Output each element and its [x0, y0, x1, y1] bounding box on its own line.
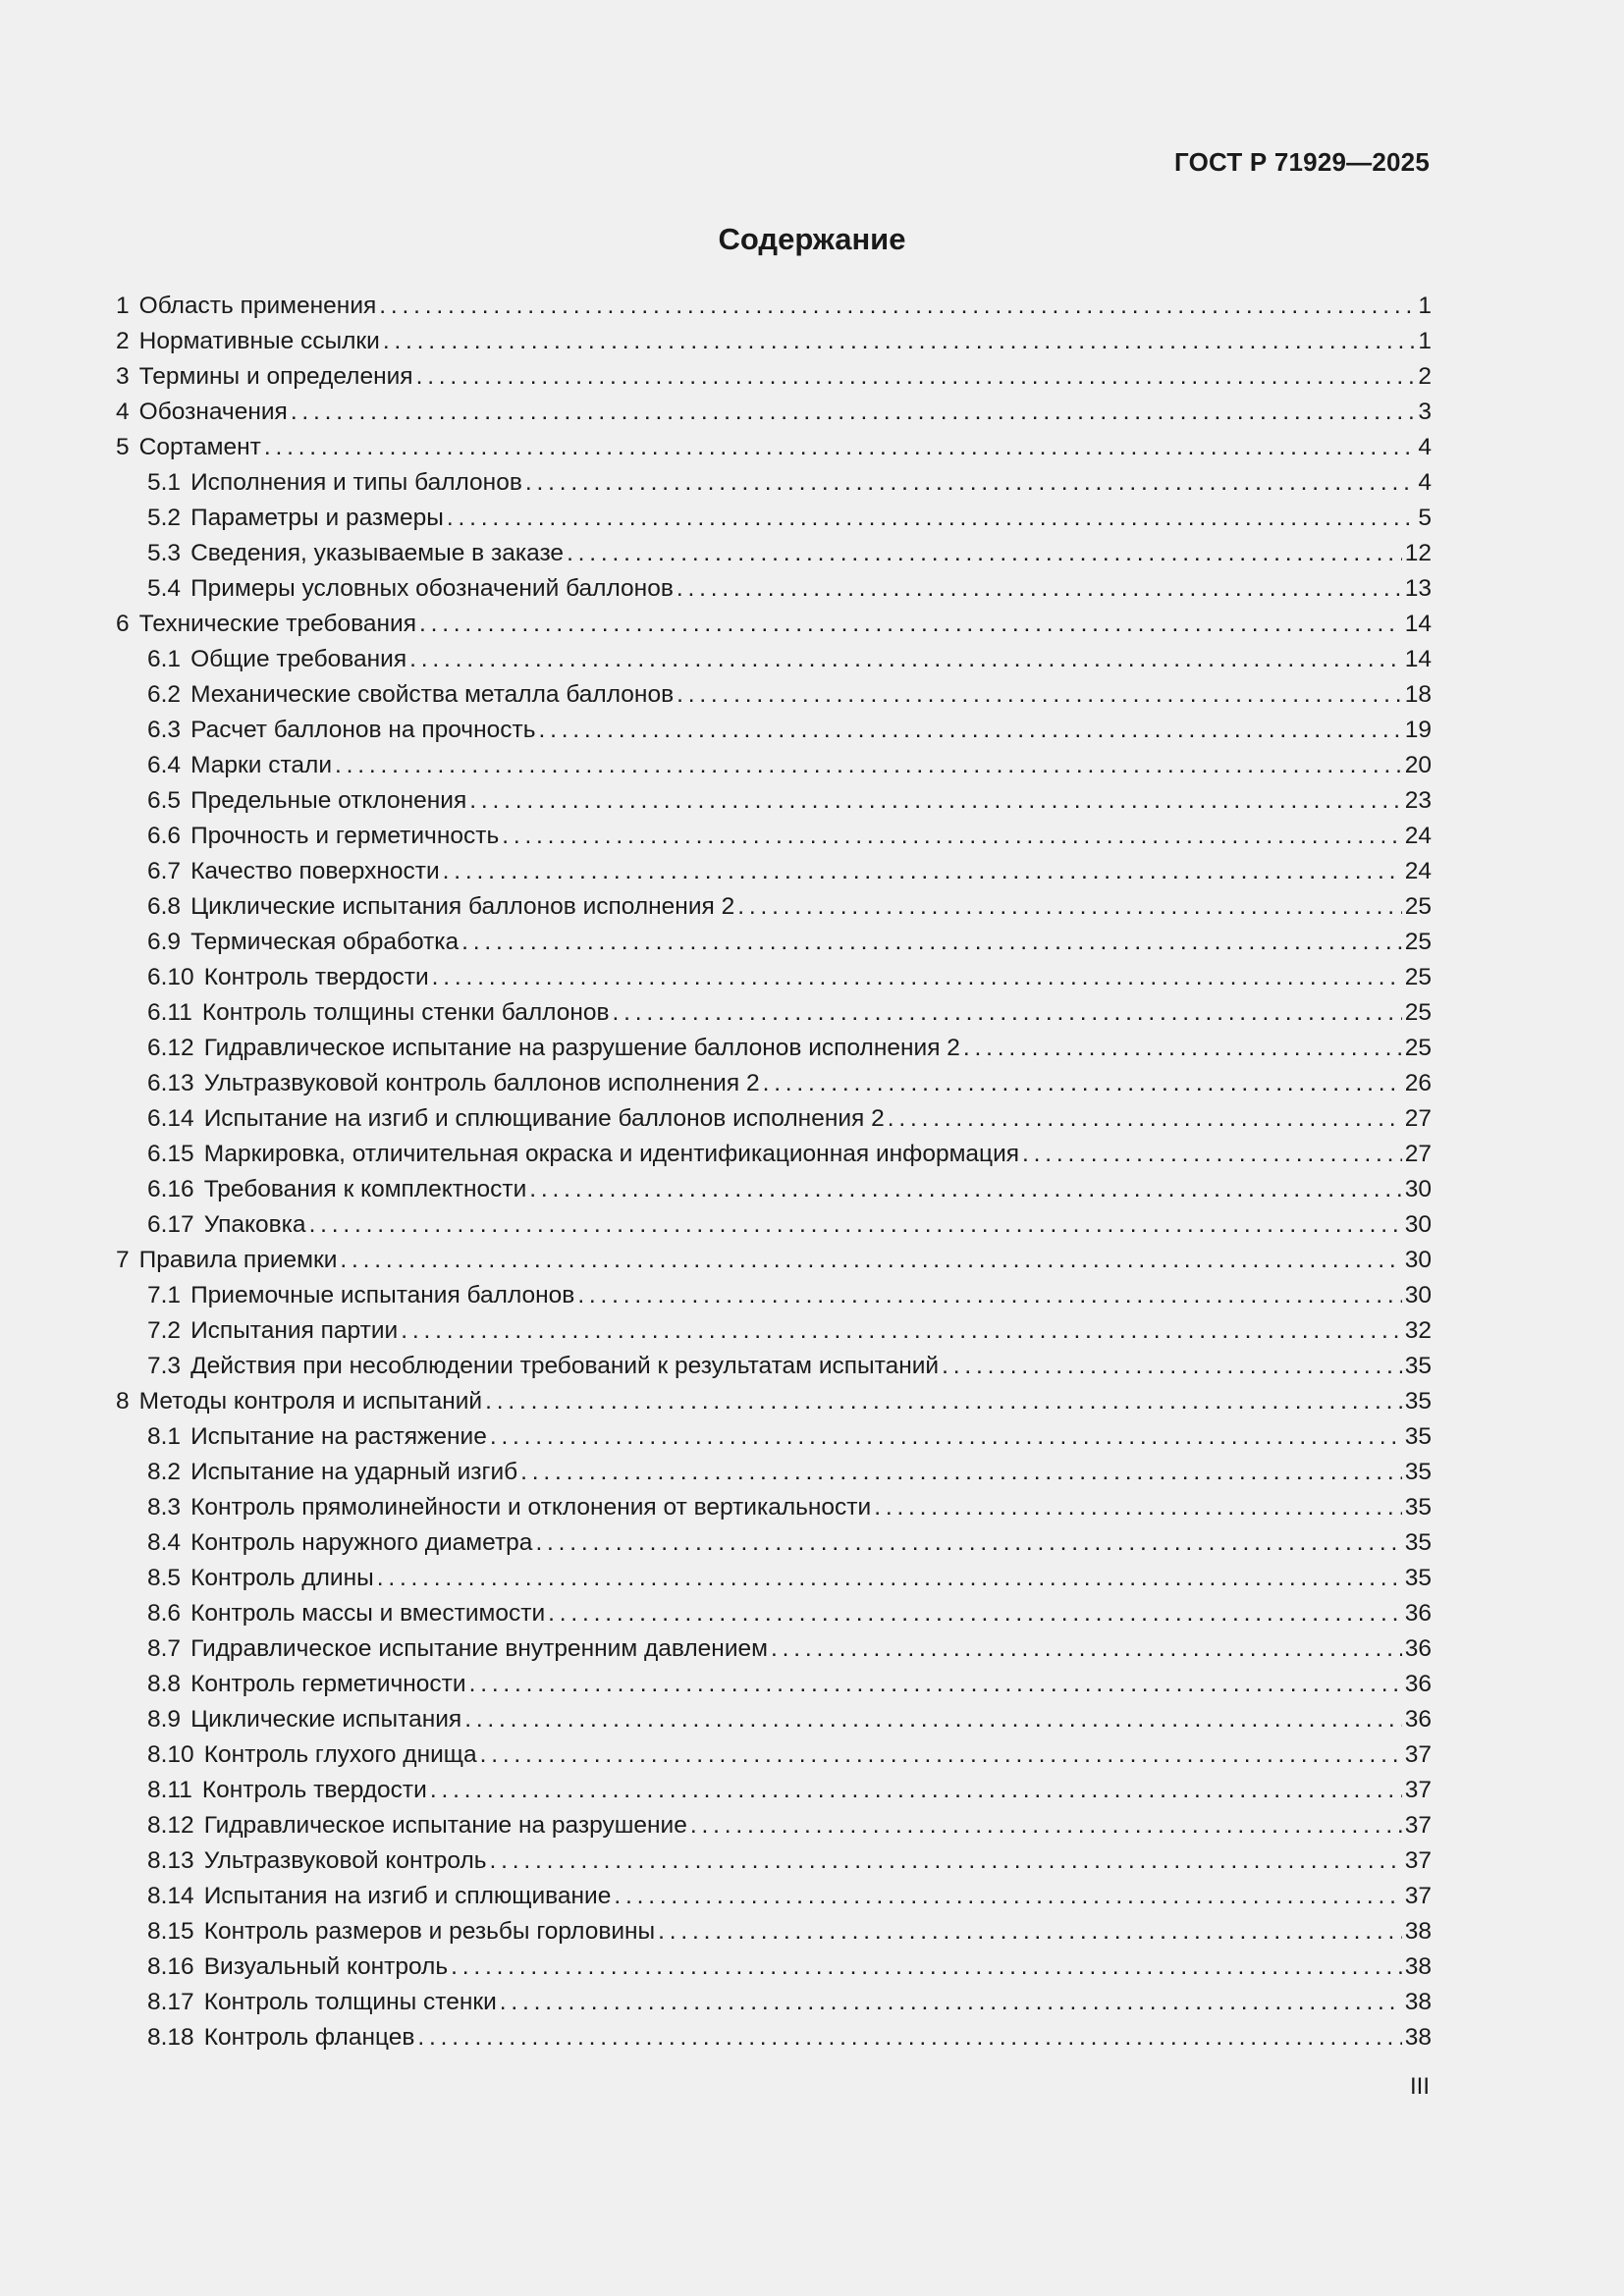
- toc-entry-page: 24: [1404, 823, 1432, 849]
- toc-entry-page: 4: [1418, 469, 1432, 496]
- toc-entry-title: Контроль массы и вместимости: [190, 1600, 546, 1627]
- toc-entry-page: 27: [1404, 1141, 1432, 1167]
- toc-entry-title: Сортамент: [138, 434, 261, 460]
- toc-entry-page: 12: [1404, 540, 1432, 566]
- toc-entry-number: 8.5: [147, 1565, 182, 1591]
- toc-entry-number: 8.18: [147, 2024, 194, 2051]
- toc-entry-page: 35: [1404, 1423, 1432, 1450]
- toc-entry[interactable]: [116, 430, 1432, 465]
- toc-entry[interactable]: [116, 819, 1432, 854]
- toc-entry-number: 8.11: [147, 1777, 192, 1803]
- toc-entry-title: Общие требования: [190, 646, 407, 672]
- toc-entry[interactable]: [116, 677, 1432, 713]
- toc-entry-page: 36: [1404, 1635, 1432, 1662]
- toc-dot-leader: [309, 1207, 1402, 1243]
- toc-entry[interactable]: [116, 748, 1432, 783]
- toc-entry-page: 2: [1418, 363, 1432, 390]
- toc-entry-page: 25: [1404, 1035, 1432, 1061]
- toc-dot-leader: [432, 960, 1402, 995]
- toc-entry-page: 38: [1404, 1918, 1432, 1945]
- toc-entry-title: Упаковка: [203, 1211, 306, 1238]
- toc-dot-leader: [379, 289, 1415, 324]
- toc-entry-title: Контроль размеров и резьбы горловины: [203, 1918, 656, 1945]
- toc-entry-title: Контроль твердости: [203, 964, 429, 990]
- toc-entry-title: Прочность и герметичность: [190, 823, 500, 849]
- toc-entry-number: 8.1: [147, 1423, 182, 1450]
- toc-entry-number: 8.7: [147, 1635, 182, 1662]
- document-code: ГОСТ Р 71929—2025: [1174, 147, 1430, 177]
- toc-entry[interactable]: [116, 995, 1432, 1031]
- toc-entry[interactable]: [116, 1561, 1432, 1596]
- toc-entry-number: 8.3: [147, 1494, 182, 1521]
- toc-entry[interactable]: [116, 1066, 1432, 1101]
- toc-entry-page: 38: [1404, 1953, 1432, 1980]
- toc-entry-number: 5.4: [147, 575, 182, 602]
- toc-entry-title: Контроль толщины стенки: [203, 1989, 497, 2015]
- toc-entry-page: 37: [1404, 1777, 1432, 1803]
- toc-entry-number: 8.8: [147, 1671, 182, 1697]
- toc-dot-leader: [888, 1101, 1402, 1137]
- toc-entry-title: Качество поверхности: [190, 858, 440, 884]
- toc-entry[interactable]: [116, 1243, 1432, 1278]
- toc-entry-number: 8.10: [147, 1741, 194, 1768]
- toc-entry[interactable]: [116, 713, 1432, 748]
- toc-dot-leader: [658, 1914, 1402, 1949]
- toc-entry-title: Термическая обработка: [190, 929, 460, 955]
- toc-entry[interactable]: [116, 1172, 1432, 1207]
- toc-entry[interactable]: [116, 1985, 1432, 2020]
- toc-entry-number: 3: [116, 363, 130, 390]
- toc-entry-number: 8.13: [147, 1847, 194, 1874]
- toc-entry-page: 25: [1404, 929, 1432, 955]
- toc-entry-number: 8.2: [147, 1459, 182, 1485]
- toc-entry[interactable]: [116, 854, 1432, 889]
- toc-entry-number: 8.6: [147, 1600, 182, 1627]
- toc-entry-title: Ультразвуковой контроль баллонов исполнения 2: [203, 1070, 760, 1096]
- toc-dot-leader: [737, 889, 1402, 925]
- page-number: III: [1409, 2073, 1430, 2100]
- toc-entry-number: 6.8: [147, 893, 182, 920]
- toc-entry-number: 8.16: [147, 1953, 194, 1980]
- toc-dot-leader: [383, 324, 1416, 359]
- toc-entry-title: Нормативные ссылки: [138, 328, 380, 354]
- toc-entry[interactable]: [116, 1490, 1432, 1525]
- toc-dot-leader: [416, 359, 1416, 395]
- toc-entry[interactable]: [116, 324, 1432, 359]
- toc-entry-page: 23: [1404, 787, 1432, 814]
- toc-dot-leader: [677, 571, 1402, 607]
- toc-dot-leader: [443, 854, 1402, 889]
- toc-entry[interactable]: [116, 2020, 1432, 2056]
- toc-dot-leader: [447, 501, 1415, 536]
- toc-entry[interactable]: [116, 465, 1432, 501]
- toc-entry-page: 30: [1404, 1282, 1432, 1308]
- toc-entry-number: 6.12: [147, 1035, 194, 1061]
- toc-entry-title: Контроль твердости: [201, 1777, 427, 1803]
- toc-entry-page: 35: [1404, 1529, 1432, 1556]
- toc-entry-title: Контроль длины: [190, 1565, 374, 1591]
- toc-entry-page: 4: [1418, 434, 1432, 460]
- toc-entry[interactable]: [116, 1207, 1432, 1243]
- toc-dot-leader: [614, 1879, 1401, 1914]
- toc-entry[interactable]: [116, 1879, 1432, 1914]
- toc-entry[interactable]: [116, 395, 1432, 430]
- toc-entry-number: 6.3: [147, 717, 182, 743]
- toc-dot-leader: [377, 1561, 1402, 1596]
- toc-entry-title: Визуальный контроль: [203, 1953, 449, 1980]
- toc-entry-number: 6.1: [147, 646, 182, 672]
- toc-dot-leader: [335, 748, 1402, 783]
- toc-entry-title: Испытание на ударный изгиб: [190, 1459, 518, 1485]
- toc-dot-leader: [567, 536, 1402, 571]
- toc-entry-number: 6.4: [147, 752, 182, 778]
- toc-entry-title: Технические требования: [138, 611, 416, 637]
- toc-entry-page: 27: [1404, 1105, 1432, 1132]
- toc-entry[interactable]: [116, 960, 1432, 995]
- toc-entry-title: Гидравлическое испытание внутренним давлением: [190, 1635, 768, 1662]
- toc-entry-title: Испытание на растяжение: [190, 1423, 487, 1450]
- toc-dot-leader: [469, 783, 1401, 819]
- toc-dot-leader: [548, 1596, 1402, 1631]
- toc-entry[interactable]: [116, 1667, 1432, 1702]
- toc-dot-leader: [763, 1066, 1402, 1101]
- toc-entry-title: Правила приемки: [138, 1247, 338, 1273]
- toc-dot-leader: [490, 1419, 1402, 1455]
- toc-entry[interactable]: [116, 607, 1432, 642]
- toc-dot-leader: [340, 1243, 1401, 1278]
- toc-entry[interactable]: [116, 1773, 1432, 1808]
- toc-entry[interactable]: [116, 1949, 1432, 1985]
- toc-entry-page: 35: [1404, 1565, 1432, 1591]
- toc-entry-number: 4: [116, 399, 130, 425]
- toc-entry[interactable]: [116, 1278, 1432, 1313]
- toc-entry-number: 7.2: [147, 1317, 182, 1344]
- toc-dot-leader: [430, 1773, 1402, 1808]
- toc-entry-page: 37: [1404, 1812, 1432, 1839]
- toc-entry-title: Испытания партии: [190, 1317, 399, 1344]
- toc-dot-leader: [291, 395, 1416, 430]
- toc-entry-page: 14: [1404, 646, 1432, 672]
- toc-entry-title: Циклические испытания баллонов исполнения 2: [190, 893, 735, 920]
- toc-dot-leader: [490, 1843, 1402, 1879]
- toc-entry-number: 6.17: [147, 1211, 194, 1238]
- toc-entry-page: 30: [1404, 1176, 1432, 1202]
- toc-entry-title: Испытание на изгиб и сплющивание баллонов исполнения 2: [203, 1105, 885, 1132]
- toc-dot-leader: [417, 2020, 1401, 2056]
- toc-entry-page: 38: [1404, 2024, 1432, 2051]
- toc-entry-title: Параметры и размеры: [190, 505, 444, 531]
- toc-entry-number: 8.15: [147, 1918, 194, 1945]
- toc-entry[interactable]: [116, 1384, 1432, 1419]
- toc-entry-title: Действия при несоблюдении требований к результатам испытаний: [190, 1353, 940, 1379]
- toc-entry-page: 24: [1404, 858, 1432, 884]
- toc-entry-page: 25: [1404, 999, 1432, 1026]
- toc-dot-leader: [500, 1985, 1402, 2020]
- toc-dot-leader: [538, 713, 1401, 748]
- toc-entry[interactable]: [116, 1702, 1432, 1737]
- toc-entry-number: 8.14: [147, 1883, 194, 1909]
- toc-entry-number: 6.9: [147, 929, 182, 955]
- toc-entry-number: 6.10: [147, 964, 194, 990]
- toc-entry-number: 7.3: [147, 1353, 182, 1379]
- toc-entry-page: 32: [1404, 1317, 1432, 1344]
- toc-entry-title: Маркировка, отличительная окраска и идентификационная информация: [203, 1141, 1020, 1167]
- toc-entry-number: 6.16: [147, 1176, 194, 1202]
- toc-entry-title: Контроль толщины стенки баллонов: [201, 999, 610, 1026]
- toc-dot-leader: [464, 1702, 1402, 1737]
- toc-entry[interactable]: [116, 289, 1432, 324]
- toc-entry-page: 30: [1404, 1211, 1432, 1238]
- toc-dot-leader: [1022, 1137, 1402, 1172]
- toc-entry-title: Механические свойства металла баллонов: [190, 681, 675, 708]
- toc-entry-page: 37: [1404, 1847, 1432, 1874]
- toc-entry-title: Гидравлическое испытание на разрушение баллонов исполнения 2: [203, 1035, 960, 1061]
- toc-entry-number: 7: [116, 1247, 130, 1273]
- toc-entry[interactable]: [116, 1031, 1432, 1066]
- toc-entry[interactable]: [116, 501, 1432, 536]
- toc-entry[interactable]: [116, 1349, 1432, 1384]
- toc-entry-title: Контроль наружного диаметра: [190, 1529, 533, 1556]
- toc-dot-leader: [690, 1808, 1402, 1843]
- toc-entry-page: 20: [1404, 752, 1432, 778]
- toc-entry-title: Приемочные испытания баллонов: [190, 1282, 575, 1308]
- toc-entry-page: 5: [1418, 505, 1432, 531]
- toc-entry-page: 36: [1404, 1671, 1432, 1697]
- toc-entry[interactable]: [116, 1313, 1432, 1349]
- toc-entry-title: Гидравлическое испытание на разрушение: [203, 1812, 687, 1839]
- toc-entry-number: 5.3: [147, 540, 182, 566]
- toc-entry[interactable]: [116, 1808, 1432, 1843]
- toc-entry[interactable]: [116, 1455, 1432, 1490]
- toc-entry-page: 35: [1404, 1494, 1432, 1521]
- toc-dot-leader: [264, 430, 1416, 465]
- toc-entry-page: 35: [1404, 1459, 1432, 1485]
- toc-entry-page: 25: [1404, 964, 1432, 990]
- toc-dot-leader: [613, 995, 1402, 1031]
- toc-entry-page: 30: [1404, 1247, 1432, 1273]
- toc-entry-number: 6.14: [147, 1105, 194, 1132]
- toc-entry-number: 8.9: [147, 1706, 182, 1733]
- toc-entry-page: 1: [1418, 328, 1432, 354]
- table-of-contents: [116, 289, 1432, 2056]
- toc-dot-leader: [535, 1525, 1401, 1561]
- toc-dot-leader: [677, 677, 1402, 713]
- toc-entry-title: Контроль глухого днища: [203, 1741, 477, 1768]
- toc-entry[interactable]: [116, 1419, 1432, 1455]
- toc-entry[interactable]: [116, 1525, 1432, 1561]
- toc-entry-number: 8.12: [147, 1812, 194, 1839]
- toc-entry-page: 35: [1404, 1353, 1432, 1379]
- toc-entry-title: Примеры условных обозначений баллонов: [190, 575, 674, 602]
- toc-entry-number: 6.5: [147, 787, 182, 814]
- toc-entry-number: 5.2: [147, 505, 182, 531]
- toc-entry-number: 2: [116, 328, 130, 354]
- toc-dot-leader: [771, 1631, 1402, 1667]
- toc-dot-leader: [469, 1667, 1402, 1702]
- toc-dot-leader: [529, 1172, 1401, 1207]
- toc-entry-page: 25: [1404, 893, 1432, 920]
- toc-entry[interactable]: [116, 642, 1432, 677]
- toc-entry-title: Исполнения и типы баллонов: [190, 469, 522, 496]
- toc-entry-number: 1: [116, 293, 130, 319]
- toc-entry-title: Предельные отклонения: [190, 787, 467, 814]
- toc-entry-page: 1: [1418, 293, 1432, 319]
- toc-entry-title: Расчет баллонов на прочность: [190, 717, 536, 743]
- toc-entry-page: 35: [1404, 1388, 1432, 1415]
- toc-entry-number: 6.7: [147, 858, 182, 884]
- toc-entry-title: Контроль фланцев: [203, 2024, 415, 2051]
- toc-entry-number: 6: [116, 611, 130, 637]
- toc-entry-page: 36: [1404, 1706, 1432, 1733]
- toc-dot-leader: [480, 1737, 1402, 1773]
- toc-dot-leader: [874, 1490, 1402, 1525]
- toc-entry-page: 37: [1404, 1741, 1432, 1768]
- toc-entry-title: Сведения, указываемые в заказе: [190, 540, 565, 566]
- toc-entry-number: 8: [116, 1388, 130, 1415]
- toc-entry-page: 38: [1404, 1989, 1432, 2015]
- toc-entry-title: Область применения: [138, 293, 377, 319]
- toc-entry-title: Методы контроля и испытаний: [138, 1388, 483, 1415]
- toc-entry-number: 6.2: [147, 681, 182, 708]
- toc-entry-number: 6.13: [147, 1070, 194, 1096]
- toc-entry[interactable]: [116, 1843, 1432, 1879]
- toc-entry-number: 6.6: [147, 823, 182, 849]
- toc-entry[interactable]: [116, 359, 1432, 395]
- toc-entry-number: 5.1: [147, 469, 182, 496]
- toc-entry[interactable]: [116, 1137, 1432, 1172]
- toc-dot-leader: [461, 925, 1402, 960]
- toc-entry-title: Контроль прямолинейности и отклонения от вертикальности: [190, 1494, 872, 1521]
- toc-entry[interactable]: [116, 1737, 1432, 1773]
- toc-entry[interactable]: [116, 783, 1432, 819]
- toc-entry-number: 6.15: [147, 1141, 194, 1167]
- toc-entry-title: Обозначения: [138, 399, 288, 425]
- toc-entry-page: 13: [1404, 575, 1432, 602]
- toc-entry-title: Циклические испытания: [190, 1706, 462, 1733]
- toc-entry[interactable]: [116, 1101, 1432, 1137]
- toc-entry-number: 6.11: [147, 999, 192, 1026]
- toc-entry-title: Термины и определения: [138, 363, 413, 390]
- toc-dot-leader: [419, 607, 1402, 642]
- toc-dot-leader: [451, 1949, 1402, 1985]
- toc-entry-number: 5: [116, 434, 130, 460]
- toc-entry[interactable]: [116, 571, 1432, 607]
- toc-dot-leader: [409, 642, 1402, 677]
- toc-dot-leader: [520, 1455, 1402, 1490]
- toc-entry-page: 14: [1404, 611, 1432, 637]
- toc-entry[interactable]: [116, 1914, 1432, 1949]
- toc-dot-leader: [525, 465, 1416, 501]
- toc-entry-page: 37: [1404, 1883, 1432, 1909]
- toc-entry-page: 26: [1404, 1070, 1432, 1096]
- toc-entry[interactable]: [116, 889, 1432, 925]
- toc-entry-title: Марки стали: [190, 752, 333, 778]
- toc-entry-title: Ультразвуковой контроль: [203, 1847, 487, 1874]
- toc-entry-number: 8.17: [147, 1989, 194, 2015]
- toc-entry-number: 8.4: [147, 1529, 182, 1556]
- toc-entry-title: Требования к комплектности: [203, 1176, 527, 1202]
- toc-entry[interactable]: [116, 1631, 1432, 1667]
- toc-entry-page: 3: [1418, 399, 1432, 425]
- toc-dot-leader: [401, 1313, 1402, 1349]
- toc-entry[interactable]: [116, 536, 1432, 571]
- toc-entry-title: Испытания на изгиб и сплющивание: [203, 1883, 612, 1909]
- toc-entry-number: 7.1: [147, 1282, 182, 1308]
- toc-entry-title: Контроль герметичности: [190, 1671, 466, 1697]
- toc-entry[interactable]: [116, 1596, 1432, 1631]
- toc-entry[interactable]: [116, 925, 1432, 960]
- toc-dot-leader: [502, 819, 1402, 854]
- toc-dot-leader: [485, 1384, 1402, 1419]
- page-title: Содержание: [718, 222, 906, 256]
- toc-entry-page: 36: [1404, 1600, 1432, 1627]
- toc-dot-leader: [942, 1349, 1402, 1384]
- toc-entry-page: 18: [1404, 681, 1432, 708]
- toc-entry-page: 19: [1404, 717, 1432, 743]
- toc-dot-leader: [577, 1278, 1401, 1313]
- toc-dot-leader: [963, 1031, 1402, 1066]
